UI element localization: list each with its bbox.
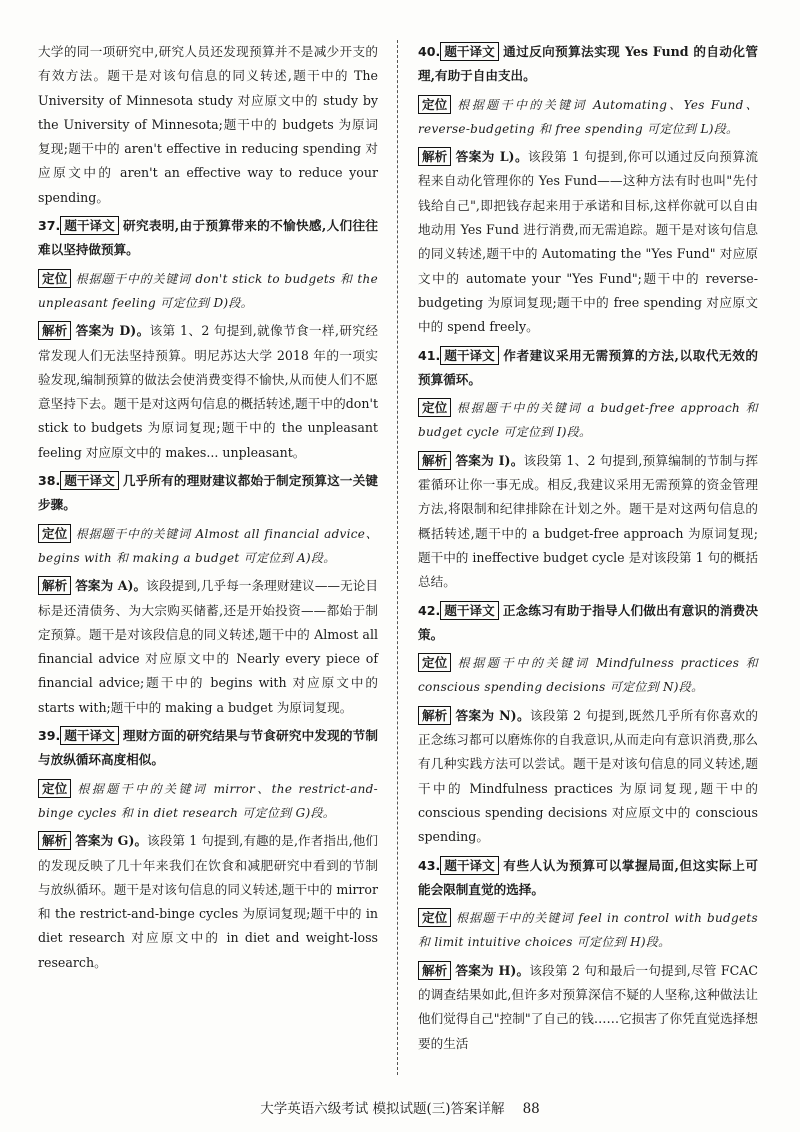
- analysis-text: 该段第 2 句提到,既然几乎所有你喜欢的正念练习都可以磨炼你的自我意识,从而走向有意识消费,那么有几种实践方法可以尝试。题干是对该句信息的同义转述,题干中的 Mindfulness practices 为原词复现,题干中的 conscious spending decisions 对应原文中的 conscious spending。: [418, 707, 758, 845]
- footer-title: 大学英语六级考试 模拟试题(三)答案详解: [260, 1101, 505, 1117]
- locate-tag: 定位: [418, 908, 451, 927]
- answer-text: 答案为 L)。: [455, 149, 529, 165]
- right-column: [418, 40, 758, 1056]
- intro-paragraph: 大学的同一项研究中,研究人员还发现预算并不是减少开支的有效方法。题干是对该句信息的同义转述,题干中的 The University of Minnesota study 对应原文中的 study by the University of Minnesota;题干中的 budgets 为原词复现;题干中的 aren't effective in reducing spending 对应原文中的 aren't an effective way to reduce your spending。: [38, 44, 378, 205]
- answer-text: 答案为 I)。: [455, 452, 524, 468]
- question-38: [38, 469, 378, 720]
- question-heading: 研究表明,由于预算带来的不愉快感,人们往往难以坚持做预算。: [38, 218, 378, 258]
- locate-text: 根据题干中的关键词 mirror、the restrict-and-binge cycles 和 in diet research 可定位到 G)段。: [38, 781, 378, 820]
- question-heading: 正念练习有助于指导人们做出有意识的消费决策。: [418, 602, 758, 642]
- column-divider: [397, 40, 398, 1075]
- locate-tag: 定位: [418, 653, 451, 672]
- answer-text: 答案为 H)。: [455, 962, 530, 978]
- analysis-tag: 解析: [418, 147, 451, 166]
- analysis-tag: 解析: [418, 706, 451, 725]
- analysis-text: 该段第 2 句和最后一句提到,尽管 FCAC 的调查结果如此,但许多对预算深信不疑的人坚称,这种做法让他们觉得自己"控制"了自己的钱……它损害了你凭直觉选择想要的生活: [418, 962, 758, 1051]
- translation-tag: 题干译文: [440, 601, 498, 620]
- question-37: [38, 214, 378, 465]
- question-heading: 理财方面的研究结果与节食研究中发现的节制与放纵循环高度相似。: [38, 728, 378, 768]
- locate-tag: 定位: [38, 779, 71, 798]
- question-heading: 作者建议采用无需预算的方法,以取代无效的预算循环。: [418, 347, 758, 387]
- locate-text: 根据题干中的关键词 a budget-free approach 和 budget cycle 可定位到 I)段。: [418, 401, 758, 440]
- question-number: 42.: [418, 602, 441, 618]
- analysis-text: 该第 1、2 句提到,就像节食一样,研究经常发现人们无法坚持预算。明尼苏达大学 2018 年的一项实验发现,编制预算的做法会使消费变得不愉快,从而使人们不愿意坚持下去。题干是对这两句信息的概括转述,题干中的don't stick to budgets 为原词复现;题干中的 the unpleasant feeling 对应原文中的 makes... unpleasant。: [38, 323, 378, 460]
- question-heading: 几乎所有的理财建议都始于制定预算这一关键步骤。: [38, 473, 378, 513]
- analysis-text: 该段第 1 句提到,你可以通过反向预算流程来自动化管理你的 Yes Fund——这种方法有时也叫"先付钱给自己",即把钱存起来用于承诺和目标,这样你就可以自由地动用 Yes Fund 进行消费,而无需追踪。题干是对该句信息的同义转述,题干中的 Automating the "Yes Fund" 对应原文中的 automate your "Yes Fund";题干中的 reverse-budgeting 为原词复现;题干中的 free spending 对应原文中的 spend freely。: [418, 149, 758, 335]
- question-heading: 有些人认为预算可以掌握局面,但这实际上可能会限制直觉的选择。: [418, 857, 758, 897]
- analysis-text: 该段第 1、2 句提到,预算编制的节制与挥霍循环让你一事无成。相反,我建议采用无需预算的资金管理方法,将限制和纪律排除在计划之外。题干是对这两句信息的概括转述,题干中的 a budget-free approach 为原词复现;题干中的 ineffective budget cycle 是对该段第 1 句的概括总结。: [418, 452, 758, 590]
- question-42: [418, 599, 758, 850]
- analysis-tag: 解析: [418, 451, 451, 470]
- locate-tag: 定位: [38, 269, 71, 288]
- answer-text: 答案为 N)。: [455, 707, 530, 723]
- locate-text: 根据题干中的关键词 Mindfulness practices 和 conscious spending decisions 可定位到 N)段。: [418, 656, 758, 695]
- locate-tag: 定位: [418, 95, 451, 114]
- translation-tag: 题干译文: [440, 856, 498, 875]
- translation-tag: 题干译文: [440, 42, 498, 61]
- translation-tag: 题干译文: [60, 216, 118, 235]
- question-40: [418, 40, 758, 340]
- analysis-tag: 解析: [38, 321, 71, 340]
- locate-text: 根据题干中的关键词 Automating、Yes Fund、reverse-budgeting 和 free spending 可定位到 L)段。: [418, 97, 758, 136]
- answer-text: 答案为 G)。: [75, 833, 148, 849]
- left-column: [38, 40, 378, 975]
- locate-text: 根据题干中的关键词 don't stick to budgets 和 the unpleasant feeling 可定位到 D)段。: [38, 271, 378, 310]
- analysis-tag: 解析: [418, 961, 451, 980]
- question-number: 43.: [418, 857, 441, 873]
- translation-tag: 题干译文: [440, 346, 498, 365]
- analysis-tag: 解析: [38, 831, 71, 850]
- question-43: [418, 854, 758, 1056]
- page-footer: [0, 1097, 800, 1117]
- question-41: [418, 344, 758, 595]
- question-number: 37.: [38, 218, 61, 234]
- translation-tag: 题干译文: [60, 471, 118, 490]
- locate-text: 根据题干中的关键词 Almost all financial advice、begins with 和 making a budget 可定位到 A)段。: [38, 526, 378, 565]
- question-number: 41.: [418, 347, 441, 363]
- locate-tag: 定位: [38, 524, 71, 543]
- page-number: 88: [522, 1101, 540, 1117]
- analysis-text: 该段第 1 句提到,有趣的是,作者指出,他们的发现反映了几十年来我们在饮食和减肥研究中看到的节制与放纵循环。题干是对该句信息的同义转述,题干中的 mirror 和 the restrict-and-binge cycles 为原词复现;题干中的 in diet research 对应原文中的 in diet and weight-loss research。: [38, 833, 379, 970]
- locate-text: 根据题干中的关键词 feel in control with budgets 和 limit intuitive choices 可定位到 H)段。: [418, 911, 758, 950]
- analysis-text: 该段提到,几乎每一条理财建议——无论目标是还清债务、为大宗购买储蓄,还是开始投资——都始于制定预算。题干是对该段信息的同义转述,题干中的 Almost all financial advice 对应原文中的 Nearly every piece of financial advice;题干中的 begins with 对应原文中的 starts with;题干中的 making a budget 为原词复现。: [38, 578, 378, 715]
- analysis-tag: 解析: [38, 576, 71, 595]
- question-number: 40.: [418, 44, 441, 59]
- question-39: [38, 724, 378, 975]
- translation-tag: 题干译文: [60, 726, 118, 745]
- question-number: 38.: [38, 473, 61, 489]
- answer-text: 答案为 D)。: [75, 323, 150, 339]
- answer-text: 答案为 A)。: [75, 578, 147, 594]
- locate-tag: 定位: [418, 398, 451, 417]
- question-number: 39.: [38, 728, 61, 744]
- question-heading: 通过反向预算法实现 Yes Fund 的自动化管理,有助于自由支出。: [418, 44, 758, 84]
